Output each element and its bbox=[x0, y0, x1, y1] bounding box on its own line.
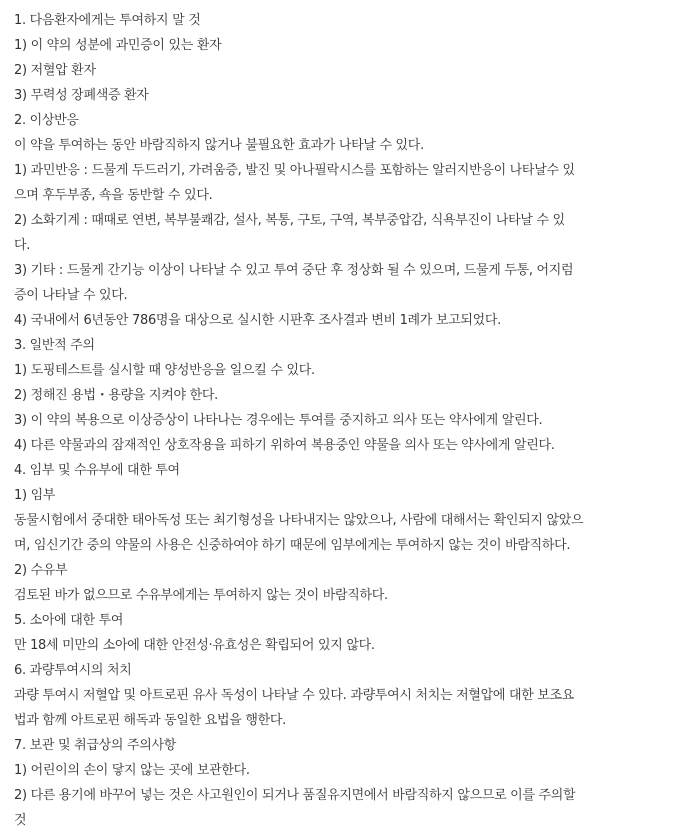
text-line: 동물시험에서 중대한 태아독성 또는 최기형성을 나타내지는 않았으나, 사람에 대해서는 확인되지 않았으 bbox=[14, 513, 584, 528]
section-heading-general-precautions: 3. 일반적 주의 bbox=[14, 338, 95, 353]
text-line: 이 약을 투여하는 동안 바람직하지 않거나 불필요한 효과가 나타날 수 있다. bbox=[14, 138, 424, 153]
section-heading-contraindications: 1. 다음환자에게는 투여하지 말 것 bbox=[14, 13, 201, 28]
text-line: 1) 어린이의 손이 닿지 않는 곳에 보관한다. bbox=[14, 763, 250, 778]
text-line: 3) 무력성 장폐색증 환자 bbox=[14, 88, 149, 103]
text-line: 증이 나타날 수 있다. bbox=[14, 288, 128, 303]
text-line: 2) 수유부 bbox=[14, 563, 68, 578]
text-line: 1) 임부 bbox=[14, 488, 56, 503]
text-line: 4) 다른 약물과의 잠재적인 상호작용을 피하기 위하여 복용중인 약물을 의사 또는 약사에게 알린다. bbox=[14, 438, 555, 453]
section-heading-storage-handling: 7. 보관 및 취급상의 주의사항 bbox=[14, 738, 176, 753]
section-heading-adverse-reactions: 2. 이상반응 bbox=[14, 113, 79, 128]
text-line: 2) 정해진 용법・용량을 지켜야 한다. bbox=[14, 388, 218, 403]
text-line: 3) 기타 : 드물게 간기능 이상이 나타날 수 있고 투여 중단 후 정상화 될 수 있으며, 드물게 두통, 어지럼 bbox=[14, 263, 574, 278]
text-line: 2) 소화기계 : 때때로 연변, 복부불쾌감, 설사, 복통, 구토, 구역, 복부중압감, 식욕부진이 나타날 수 있 bbox=[14, 213, 565, 228]
precautions-document bbox=[14, 8, 670, 833]
text-line: 1) 이 약의 성분에 과민증이 있는 환자 bbox=[14, 38, 222, 53]
section-heading-pregnancy-lactation: 4. 임부 및 수유부에 대한 투여 bbox=[14, 463, 180, 478]
text-line: 검토된 바가 없으므로 수유부에게는 투여하지 않는 것이 바람직하다. bbox=[14, 588, 388, 603]
text-line: 법과 함께 아트로핀 해독과 동일한 요법을 행한다. bbox=[14, 713, 286, 728]
text-line: 4) 국내에서 6년동안 786명을 대상으로 실시한 시판후 조사결과 변비 1례가 보고되었다. bbox=[14, 313, 502, 328]
text-line: 과량 투여시 저혈압 및 아트로핀 유사 독성이 나타날 수 있다. 과량투여시 처치는 저혈압에 대한 보조요 bbox=[14, 688, 575, 703]
text-line: 3) 이 약의 복용으로 이상증상이 나타나는 경우에는 투여를 중지하고 의사 또는 약사에게 알린다. bbox=[14, 413, 543, 428]
section-heading-overdose: 6. 과량투여시의 처치 bbox=[14, 663, 132, 678]
text-line: 1) 과민반응 : 드물게 두드러기, 가려움증, 발진 및 아나필락시스를 포함하는 알러지반응이 나타날수 있 bbox=[14, 163, 575, 178]
text-line: 만 18세 미만의 소아에 대한 안전성·유효성은 확립되어 있지 않다. bbox=[14, 638, 375, 653]
text-line: 1) 도핑테스트를 실시할 때 양성반응을 일으킬 수 있다. bbox=[14, 363, 315, 378]
text-line: 2) 저혈압 환자 bbox=[14, 63, 96, 78]
text-line: 것 bbox=[14, 813, 27, 828]
text-line: 으며 후두부종, 쇽을 동반할 수 있다. bbox=[14, 188, 213, 203]
text-line: 2) 다른 용기에 바꾸어 넣는 것은 사고원인이 되거나 품질유지면에서 바람직하지 않으므로 이를 주의할 bbox=[14, 788, 576, 803]
text-line: 다. bbox=[14, 238, 31, 253]
section-heading-pediatric-use: 5. 소아에 대한 투여 bbox=[14, 613, 124, 628]
text-line: 며, 임신기간 중의 약물의 사용은 신중하여야 하기 때문에 임부에게는 투여하지 않는 것이 바람직하다. bbox=[14, 538, 571, 553]
